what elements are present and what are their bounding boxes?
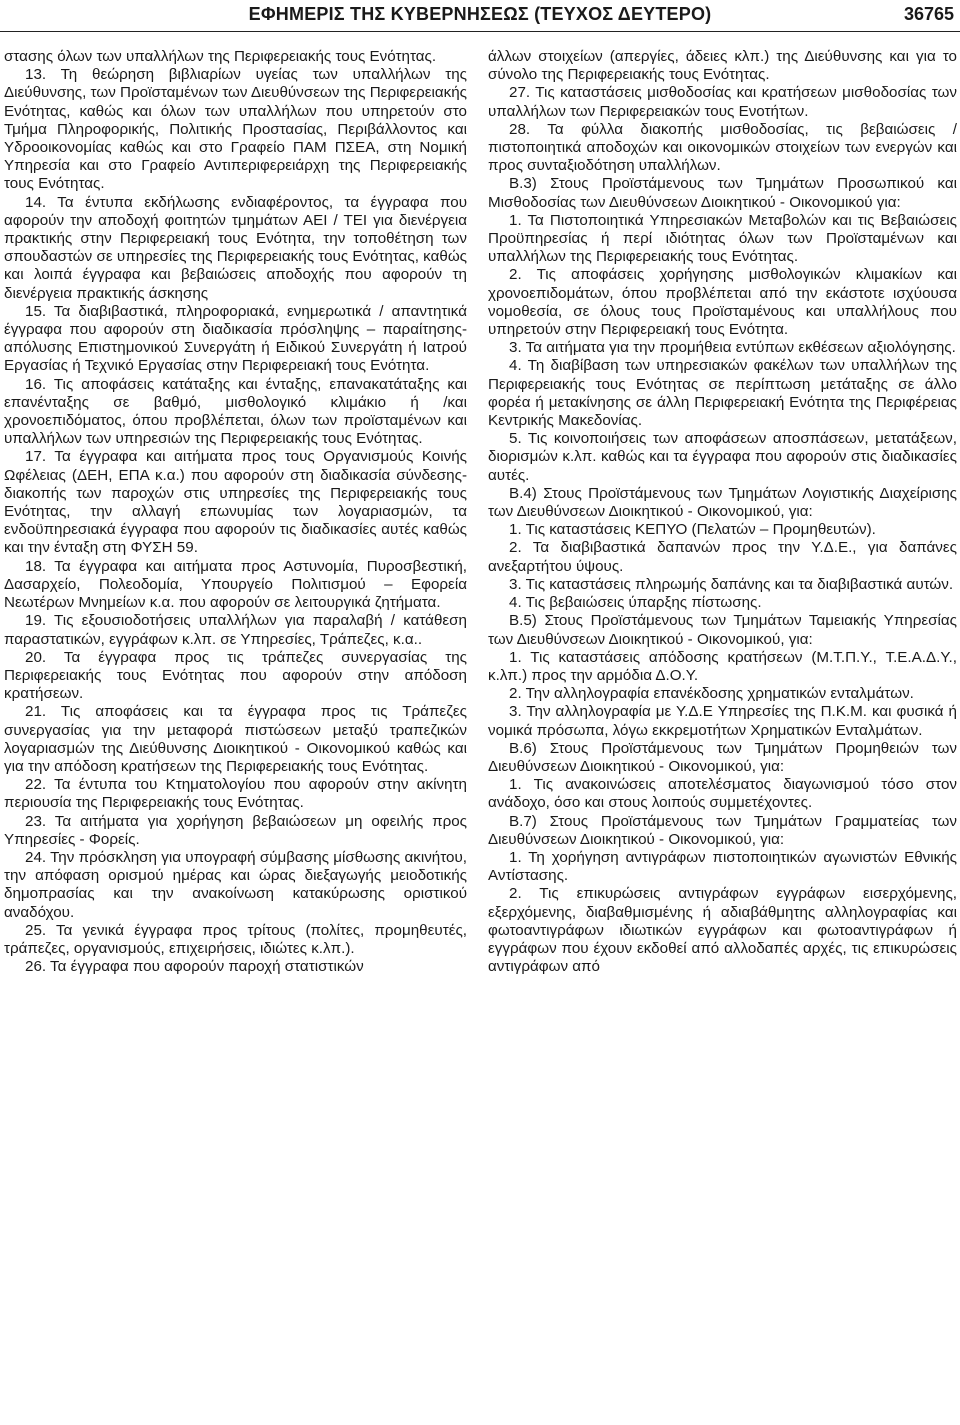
page-number: 36765	[903, 4, 954, 24]
paragraph: 4. Τις βεβαιώσεις ύπαρξης πίστωσης.	[509, 594, 762, 612]
paragraph: 16. Τις αποφάσεις κατάταξης και ένταξης, επανακατάταξης και επανένταξης σε βαθμό, μισθολογικό κλιμάκιο ή /και χρονοεπιδόματος, όπου προβλέπεται, όλων των προϊσταμένων και υπαλλήλων των υπηρεσιών της Περιφερειακής τους Ενότητας.	[4, 375, 467, 448]
paragraph: 1. Τη χορήγηση αντιγράφων πιστοποιητικών αγωνιστών Εθνικής Αντίστασης.	[488, 848, 957, 885]
right-column	[488, 48, 957, 976]
paragraph: 25. Τα γενικά έγγραφα προς τρίτους (πολίτες, προμηθευτές, τράπεζες, οργανισμούς, επιχειρήσεις, ιδιώτες κ.λπ.).	[4, 921, 467, 957]
paragraph: 3. Την αλληλογραφία με Υ.Δ.Ε Υπηρεσίες της Π.Κ.Μ. και φυσικά ή νομικά πρόσωπα, λόγω εκκρεμοτήτων Χρηματικών Ενταλμάτων.	[488, 703, 957, 739]
paragraph: 26. Τα έγγραφα που αφορούν παροχή στατιστικών	[25, 958, 364, 976]
left-column	[4, 48, 467, 976]
paragraph: 3. Τις καταστάσεις πληρωμής δαπάνης και τα διαβιβαστικά αυτών.	[509, 575, 954, 593]
paragraph: 24. Την πρόσκληση για υπογραφή σύμβασης μίσθωσης ακινήτου, την απόφαση ορισμού ημέρας και ώρας διεξαγωγής μειοδοτικής δημοπρασίας και την ανακοίνωση κατακύρωσης οριστικού αναδόχου.	[4, 848, 467, 921]
paragraph: 22. Τα έντυπα του Κτηματολογίου που αφορούν στην ακίνητη περιουσία της Περιφερειακής τους Ενότητας.	[4, 776, 467, 812]
paragraph: 21. Τις αποφάσεις και τα έγγραφα προς τις Τράπεζες συνεργασίας για την μεταφορά πιστώσεων μεταξύ τραπεζικών λογαριασμών της Διεύθυνσης Διοικητικού - Οικονομικού καθώς και για την απόδοση κρατήσεων της Περιφερειακής τους Ενότητας.	[4, 703, 467, 775]
paragraph: 2. Τα διαβιβαστικά δαπανών προς την Υ.Δ.Ε., για δαπάνες ανεξαρτήτου ύψους.	[488, 539, 957, 575]
paragraph: στασης όλων των υπαλλήλων της Περιφερειακής τους Ενότητας.	[4, 48, 437, 65]
paragraph: Β.7) Στους Προϊστάμενους των Τμημάτων Γραμματείας των Διευθύνσεων Διοικητικού - Οικονομικού, για:	[488, 812, 957, 848]
paragraph: 1. Τις ανακοινώσεις αποτελέσματος διαγωνισμού τόσο στον ανάδοχο, όσο και στους λοιπούς συμμετέχοντες.	[488, 776, 957, 812]
paragraph: 1. Τις καταστάσεις απόδοσης κρατήσεων (Μ.Τ.Π.Υ., Τ.Ε.Α.Δ.Υ., κ.λπ.) προς την αρμόδια Δ.Ο.Υ.	[488, 648, 957, 684]
paragraph: άλλων στοιχείων (απεργίες, άδειες κλπ.) της Διεύθυνσης και για το σύνολο της Περιφερειακής τους Ενότητας.	[488, 48, 957, 84]
paragraph: Β.4) Στους Προϊστάμενους των Τμημάτων Λογιστικής Διαχείρισης των Διευθύνσεων Διοικητικού - Οικονομικού, για:	[488, 484, 957, 521]
paragraph: 27. Τις καταστάσεις μισθοδοσίας και κρατήσεων μισθοδοσίας των υπαλλήλων των Περιφερειακών τους Ενοτήτων.	[488, 84, 957, 120]
paragraph: Β.5) Στους Προϊστάμενους των Τμημάτων Ταμειακής Υπηρεσίας των Διευθύνσεων Διοικητικού - Οικονομικού, για:	[488, 612, 957, 648]
paragraph: 4. Τη διαβίβαση των υπηρεσιακών φακέλων των υπαλλήλων της Περιφερειακής τους Ενότητας σε περίπτωση μετάταξης σε άλλο φορέα ή μετακίνησης σε άλλη Περιφερειακή Ενότητα της Περιφέρειας Κεντρικής Μακεδονίας.	[488, 357, 957, 430]
paragraph: 3. Τα αιτήματα για την προμήθεια εντύπων εκθέσεων αξιολόγησης.	[509, 339, 956, 357]
paragraph: 1. Τα Πιστοποιητικά Υπηρεσιακών Μεταβολών και τις Βεβαιώσεις Προϋπηρεσίας ή περί ιδιότητας όλων των Προϊσταμένων και υπαλλήλων της Περιφερειακής τους Ενότητας.	[488, 211, 957, 266]
paragraph: 23. Τα αιτήματα για χορήγηση βεβαιώσεων μη οφειλής προς Υπηρεσίες - Φορείς.	[4, 812, 467, 848]
paragraph: 14. Τα έντυπα εκδήλωσης ενδιαφέροντος, τα έγγραφα που αφορούν την αποδοχή φοιτητών τμημάτων ΑΕΙ / ΤΕΙ για διενέργεια πρακτικής στην Περιφερειακή τους Ενότητα, την τοποθέτηση των σπουδαστών σε υπηρεσίες της Περιφερειακής τους Ενότητας, καθώς και λοιπά έγγραφα και βεβαιώσεις αποδοχής που αφορούν τη διενέργεια πρακτικής άσκησης	[4, 193, 467, 302]
header-rule	[0, 31, 960, 32]
paragraph: 15. Τα διαβιβαστικά, πληροφοριακά, ενημερωτικά / απαντητικά έγγραφα που αφορούν στη διαδικασία πρόσληψης – παραίτησης- απόλυσης Επιστημονικού Συνεργάτη ή Ειδικού Συνεργάτη ή Ιατρού Εργασίας ή Τεχνικό Εργασίας στην Περιφερειακή τους Ενότητα.	[4, 302, 467, 375]
paragraph: Β.6) Στους Προϊστάμενους των Τμημάτων Προμηθειών των Διευθύνσεων Διοικητικού - Οικονομικού, για:	[488, 739, 957, 775]
paragraph: Β.3) Στους Προϊστάμενους των Τμημάτων Προσωπικού και Μισθοδοσίας των Διευθύνσεων Διοικητικού - Οικονομικού για:	[488, 175, 957, 211]
paragraph: 28. Τα φύλλα διακοπής μισθοδοσίας, τις βεβαιώσεις / πιστοποιητικά αποδοχών και οικονομικών στοιχείων των ενεργών και προς συνταξιοδότηση υπαλλήλων.	[488, 120, 957, 175]
paragraph: 5. Τις κοινοποιήσεις των αποφάσεων αποσπάσεων, μετατάξεων, διορισμών κ.λπ. καθώς και τα έγγραφα που αφορούν στις διαδικασίες αυτές.	[488, 430, 957, 484]
paragraph: 18. Τα έγγραφα και αιτήματα προς Αστυνομία, Πυροσβεστική, Δασαρχείο, Πολεοδομία, Υπουργείο Πολιτισμού – Εφορεία Νεωτέρων Μνημείων κ.α. που αφορούν σε λειτουργικά ζητήματα.	[4, 557, 467, 612]
paragraph: 19. Τις εξουσιοδοτήσεις υπαλλήλων για παραλαβή / κατάθεση παραστατικών, εγγράφων κ.λπ. σε Υπηρεσίες, Τράπεζες, κ.α..	[4, 612, 467, 648]
paragraph: 2. Τις αποφάσεις χορήγησης μισθολογικών κλιμακίων και χρονοεπιδομάτων, όπου προβλέπεται από την εκάστοτε ισχύουσα νομοθεσία, σε όλους τους Προϊσταμένους και υπαλλήλους που υπηρετούν στην Περιφερειακή τους Ενότητα.	[488, 266, 957, 339]
paragraph: 20. Τα έγγραφα προς τις τράπεζες συνεργασίας της Περιφερειακής τους Ενότητας που αφορούν στην απόδοση κρατήσεων.	[4, 648, 467, 703]
paragraph: 2. Την αλληλογραφία επανέκδοσης χρηματικών ενταλμάτων.	[509, 685, 914, 703]
paragraph: 2. Τις επικυρώσεις αντιγράφων εγγράφων εισερχόμενης, εξερχόμενης, διαβαθμισμένης ή αδιαβάθμητης αλληλογραφίας και φωτοαντιγράφων ιδιωτικών εγγράφων και φωτοαντιγράφων ή εγγράφων που έχουν εκδοθεί από αλλοδαπές αρχές, τις επικυρώσεις αντιγράφων από	[488, 885, 957, 976]
gazette-title: ΕΦΗΜΕΡΙΣ ΤΗΣ ΚΥΒΕΡΝΗΣΕΩΣ (ΤΕΥΧΟΣ ΔΕΥΤΕΡΟ)	[248, 4, 712, 24]
page-header	[0, 0, 960, 36]
paragraph: 17. Τα έγγραφα και αιτήματα προς τους Οργανισμούς Κοινής Ωφέλειας (ΔΕΗ, ΕΠΑ κ.α.) που αφορούν στη διαδικασία σύνδεσης- διακοπής των παροχών στις υπηρεσίες της Περιφερειακής τους Ενότητας, την αλλαγή επωνυμίας των λογαριασμών, τα ενδοϋπηρεσιακά έγγραφα που αφορούν τις διαδικασίες αυτές καθώς και την ένταξη στη ΦΥΣΗ 59.	[4, 448, 467, 557]
paragraph: 13. Τη θεώρηση βιβλιαρίων υγείας των υπαλλήλων της Διεύθυνσης, των Προϊσταμένων των Διευθύνσεων της Περιφερειακής Ενότητας, καθώς και όλων των υπαλλήλων που υπηρετούν στο Τμήμα Πληροφορικής, Πολιτικής Προστασίας, Περιβάλλοντος και Υδροοικονομίας καθώς και στο Γραφείο ΠΑΜ ΠΣΕΑ, στη Νομική Υπηρεσία και στο Γραφείο Αντιπεριφερειάρχη της Περιφερειακής τους Ενότητας.	[4, 66, 467, 193]
paragraph: 1. Τις καταστάσεις ΚΕΠΥΟ (Πελατών – Προμηθευτών).	[509, 521, 876, 539]
